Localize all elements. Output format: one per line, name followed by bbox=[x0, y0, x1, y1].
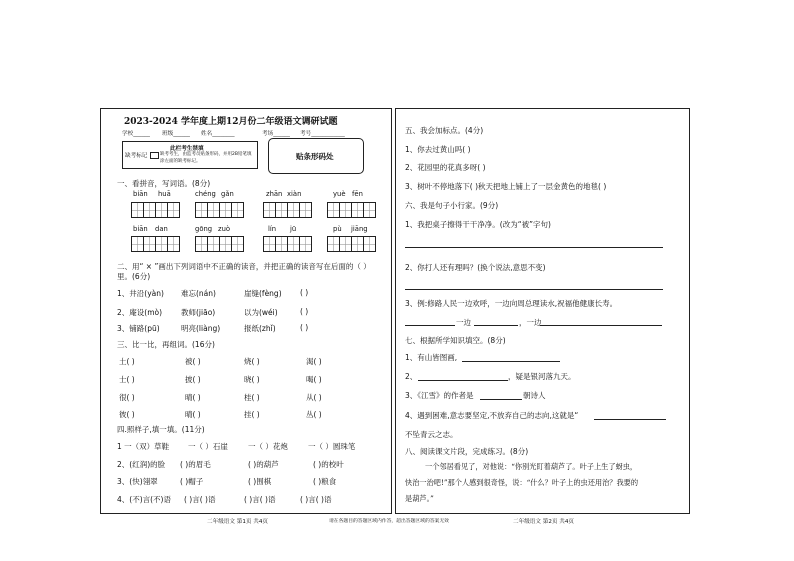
section-6-heading: 六、我是句子小行家。(9分) bbox=[405, 201, 499, 210]
answer-blank[interactable] bbox=[594, 419, 666, 420]
answer-blank[interactable] bbox=[418, 380, 508, 381]
section-4-heading: 四.照样子,填一填。(11分) bbox=[117, 425, 205, 434]
barcode-label: 贴条形码处 bbox=[296, 152, 334, 161]
section-5-heading: 五、我会加标点。(4分) bbox=[405, 126, 484, 135]
s4-item: ( )的校叶 bbox=[313, 460, 344, 469]
answer-blank[interactable] bbox=[540, 325, 662, 326]
writing-grid[interactable] bbox=[327, 236, 375, 252]
s3-item: 披( ) bbox=[185, 375, 201, 384]
writing-grid[interactable] bbox=[263, 236, 311, 252]
pinyin: yuè bbox=[333, 190, 346, 198]
pinyin: gǎn bbox=[221, 190, 234, 198]
s2-item: 难忘(nán) bbox=[181, 289, 216, 298]
s3-item: 被( ) bbox=[185, 357, 201, 366]
s4-item: 3、(快)翎翠 bbox=[117, 477, 158, 486]
s3-item: 很( ) bbox=[119, 393, 135, 402]
s2-answer-blank[interactable]: ( ) bbox=[300, 288, 309, 297]
section-2-heading: 二、用“ × ”画出下列词语中不正确的读音，并把正确的读音写在后面的（ ）里。(6分) bbox=[117, 262, 371, 281]
s4-item: ( )言( )语 bbox=[300, 495, 332, 504]
s4-item: 一（ ）圆珠笔 bbox=[308, 442, 356, 451]
s3-item: 晴( ) bbox=[185, 410, 201, 419]
s4-item: ( )的眉毛 bbox=[180, 460, 211, 469]
s5-item: 1、你去过黄山吗( ) bbox=[405, 145, 471, 154]
section-8-heading: 八、阅读课文片段，完成练习。(8分) bbox=[405, 447, 529, 456]
writing-grid[interactable] bbox=[195, 236, 243, 252]
passage-line: 一个邻居看见了，对他说：“你别光盯着葫芦了。叶子上生了蚜虫， bbox=[425, 462, 638, 471]
s4-item: ( )粮食 bbox=[313, 477, 337, 486]
s2-item: 2、庵设(mò) bbox=[117, 308, 163, 317]
s2-item: 教师(jiāo) bbox=[181, 308, 216, 317]
pinyin: gōng bbox=[195, 225, 213, 233]
s3-item: 彼( ) bbox=[119, 410, 135, 419]
exam-title: 2023-2024 学年度上期12月份二年级语文调研试题 bbox=[124, 117, 338, 127]
s3-item: 渴( ) bbox=[306, 357, 322, 366]
s6-item: 3、例:修路人民一边欢呼，一边向周总理读水,祝福他健康长寿。 bbox=[405, 299, 618, 308]
s5-item: 2、花园里的花真多呀( ) bbox=[405, 163, 486, 172]
pinyin: fēn bbox=[352, 190, 363, 198]
s7-item: 2、 bbox=[405, 372, 418, 381]
pinyin: biān bbox=[133, 190, 148, 198]
s4-item: 1 一（双）草鞋 bbox=[117, 442, 170, 451]
s7-item: 不坠青云之志。 bbox=[405, 430, 458, 439]
answer-blank[interactable] bbox=[405, 325, 455, 326]
writing-grid[interactable] bbox=[327, 202, 375, 218]
writing-grid[interactable] bbox=[131, 202, 179, 218]
pinyin: jū bbox=[290, 225, 297, 233]
answer-blank[interactable] bbox=[474, 325, 518, 326]
s3-item: 晓( ) bbox=[244, 375, 260, 384]
pinyin: zuò bbox=[218, 225, 231, 233]
section-1-heading: 一、看拼音，写词语。(8分) bbox=[117, 179, 211, 188]
pinyin: chéng bbox=[195, 190, 216, 198]
section-3-heading: 三、比一比，再组词。(16分) bbox=[117, 340, 215, 349]
s3-item: 烧( ) bbox=[244, 357, 260, 366]
s4-item: ( )言( )语 bbox=[244, 495, 276, 504]
writing-grid[interactable] bbox=[263, 202, 311, 218]
pattern-word: ，一边 bbox=[519, 318, 542, 327]
s3-item: 士( ) bbox=[119, 375, 135, 384]
absence-checkbox bbox=[150, 152, 159, 159]
s2-item: 明亮(liàng) bbox=[181, 324, 221, 333]
info-school: 学校______ bbox=[122, 131, 150, 137]
answer-blank[interactable] bbox=[462, 361, 560, 362]
pinyin: xiàn bbox=[287, 190, 302, 198]
pinyin: jiāng bbox=[351, 225, 368, 233]
s3-item: 桂( ) bbox=[244, 393, 260, 402]
info-number: 考号____________ bbox=[300, 131, 345, 137]
passage-line: 是葫芦。” bbox=[405, 494, 434, 503]
pinyin: huā bbox=[158, 190, 171, 198]
s4-item: ( )帽子 bbox=[180, 477, 204, 486]
s2-item: 崖缝(fèng) bbox=[244, 289, 282, 298]
s5-item: 3、树叶不停地落下( )秋天把地上铺上了一层金黄色的地毯( ) bbox=[405, 182, 607, 191]
pinyin: dan bbox=[155, 225, 168, 233]
notice-line2: 缺考考生，由监考员贴条形码，并用2B铅笔填涂左面的缺考标记。 bbox=[160, 152, 252, 164]
s4-item: 4、(不)言(不)语 bbox=[117, 495, 171, 504]
pattern-word: 一边 bbox=[456, 318, 471, 327]
s2-item: 3、铺路(pū) bbox=[117, 324, 160, 333]
s2-answer-blank[interactable]: ( ) bbox=[300, 323, 309, 332]
s6-item: 2、你打人还有理吗？(换个说法,意思不变) bbox=[405, 263, 546, 272]
writing-grid[interactable] bbox=[195, 202, 243, 218]
s4-item: 一（ ）花炮 bbox=[248, 442, 288, 451]
s2-item: 1、井沿(yàn) bbox=[117, 289, 164, 298]
info-class: 班级______ bbox=[162, 131, 190, 137]
s3-item: 挂( ) bbox=[244, 410, 260, 419]
s2-item: 报纸(zhǐ) bbox=[244, 324, 276, 333]
s3-item: 丛( ) bbox=[306, 410, 322, 419]
info-room: 考场______ bbox=[262, 131, 290, 137]
s3-item: 从( ) bbox=[306, 393, 322, 402]
s2-item: 以为(wéi) bbox=[244, 308, 278, 317]
s7-item: 3、《江雪》的作者是 bbox=[405, 391, 474, 400]
s2-answer-blank[interactable]: ( ) bbox=[300, 307, 309, 316]
s7-item: ，疑是银河落九天。 bbox=[508, 372, 576, 381]
answer-line[interactable] bbox=[405, 289, 663, 290]
s3-item: 土( ) bbox=[119, 357, 135, 366]
passage-line: 快治一治吧!”那个人感到很奇怪，说：“什么？叶子上的虫还用治？我要的 bbox=[405, 478, 639, 487]
notice-line1: 缺考标记 bbox=[125, 153, 148, 159]
writing-grid[interactable] bbox=[131, 236, 179, 252]
s4-item: 2、(红润)的脸 bbox=[117, 460, 166, 469]
s7-item: 1、有山皆图画, bbox=[405, 353, 458, 362]
answer-area-notice: 请在各题目的答题区域内作答，超出答题区域的答案无效 bbox=[329, 519, 449, 524]
s4-item: ( )围棋 bbox=[248, 477, 272, 486]
s6-item: 1、我把桌子擦得干干净净。(改为“被”字句) bbox=[405, 220, 551, 229]
s4-item: 一（ ）石崖 bbox=[188, 442, 228, 451]
section-7-heading: 七、根据所学知识填空。(8分) bbox=[405, 336, 506, 345]
s3-item: 喝( ) bbox=[306, 375, 322, 384]
s4-item: ( )言( )语 bbox=[184, 495, 216, 504]
notice-title: 此栏考生禁填 bbox=[170, 146, 204, 152]
answer-blank[interactable] bbox=[480, 399, 522, 400]
pinyin: zhān bbox=[266, 190, 283, 198]
pinyin: lín bbox=[268, 225, 277, 233]
s7-item: 朝诗人 bbox=[523, 391, 546, 400]
s7-item: 4、遇到困难,意志要坚定,不放弃自己的志向,这就是“ bbox=[405, 411, 579, 420]
pinyin: pù bbox=[333, 225, 342, 233]
left-footer: 二年级语文 第1页 共4页 bbox=[207, 519, 269, 525]
pinyin: biān bbox=[133, 225, 148, 233]
info-name: 姓名________ bbox=[201, 131, 235, 137]
s3-item: 晴( ) bbox=[185, 393, 201, 402]
s4-item: ( )的葫芦 bbox=[248, 460, 279, 469]
right-footer: 二年级语文 第2页 共4页 bbox=[513, 519, 575, 525]
answer-line[interactable] bbox=[405, 247, 663, 248]
